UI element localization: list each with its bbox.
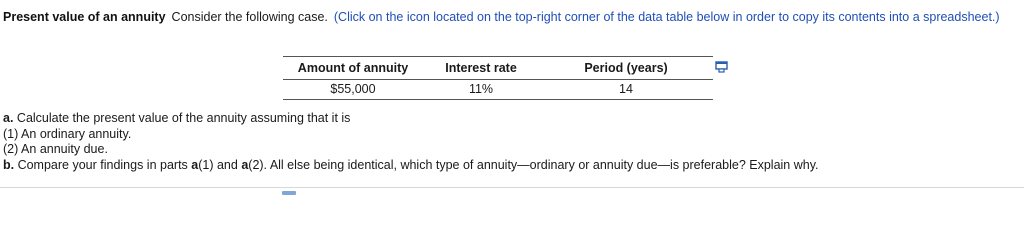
question-b [3,158,819,174]
data-table-container [283,56,713,100]
question-b-ref-1: a [191,157,199,172]
question-a-label: a. [3,111,14,125]
question-a-text: Calculate the present value of the annuity assuming that it is [13,111,351,125]
questions-block [3,111,819,173]
problem-intro [3,9,1018,25]
question-b-text-1: Compare your findings in parts [14,157,192,172]
table-header-row [283,57,713,80]
question-a [3,111,819,127]
cell-amount: $55,000 [283,80,423,100]
data-table [283,56,713,100]
header-interest-rate: Interest rate [423,57,539,80]
header-amount-of-annuity: Amount of annuity [283,57,423,80]
question-b-ref-2: a [241,157,249,172]
table-row [283,80,713,100]
answer-area-edge [282,191,296,195]
question-b-text-2: (1) and [198,157,242,172]
cell-period: 14 [539,80,713,100]
copy-instruction-note: (Click on the icon located on the top-right corner of the data table below in order to copy its contents into a spreadsheet.) [333,10,1000,24]
question-a1: (1) An ordinary annuity. [3,126,132,141]
copy-to-spreadsheet-icon[interactable] [714,60,730,74]
header-period-years: Period (years) [539,57,713,80]
case-text: Consider the following case. [171,10,328,24]
question-b-text-3: (2). All else being identical, which type of annuity—ordinary or annuity due—is preferable? Explain why. [248,157,819,172]
bottom-divider [0,187,1024,188]
question-b-label: b. [3,157,15,172]
problem-title: Present value of an annuity [3,10,166,24]
question-a2: (2) An annuity due. [3,142,108,156]
cell-interest-rate: 11% [423,80,539,100]
